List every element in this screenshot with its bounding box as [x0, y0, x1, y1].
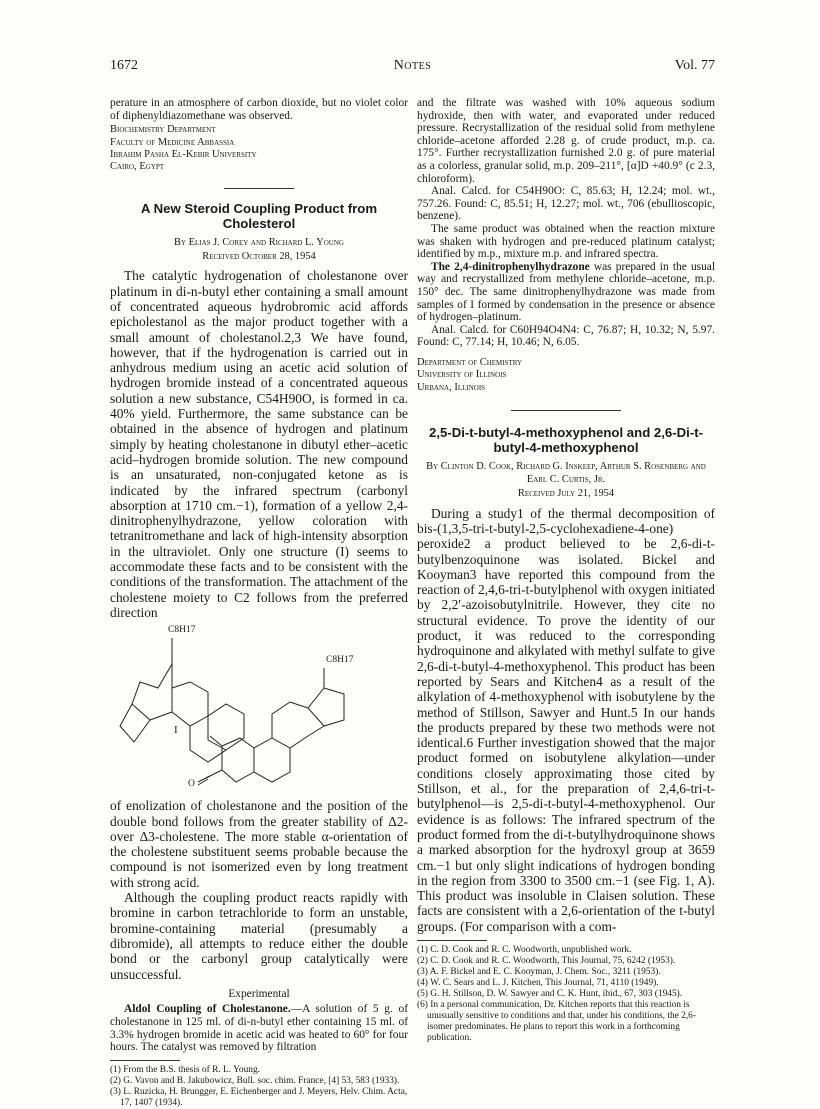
analysis-line: Anal. Calcd. for C60H94O4N4: C, 76.87; H, 10.32; N, 5.97. Found: C, 77.14; H, 10.46; N, 6.05.	[417, 323, 715, 349]
article-title-methoxyphenol: 2,5-Di-t-butyl-4-methoxyphenol and 2,6-Di-t-butyl-4-methoxyphenol	[428, 425, 703, 456]
structure-figure-I	[110, 624, 408, 796]
footnote-rule	[110, 1060, 180, 1061]
affiliation-illinois	[417, 357, 715, 394]
footnote: (4) W. C. Sears and L. J. Kitchen, This Journal, 71, 4110 (1949).	[417, 978, 659, 988]
substituent-label: C8H17	[326, 655, 354, 666]
run-in-heading: The 2,4-dinitrophenylhydrazone	[431, 260, 590, 273]
footnote: (1) From the B.S. thesis of R. L. Young.	[110, 1064, 261, 1075]
body-paragraph: and the filtrate was washed with 10% aqueous sodium hydroxide, then with water, and evaporated under reduced pressure. Recrystallization of the residual solid from methylene chloride–acetone afforded 2.28 g. of crude product, m.p. ca. 175°. Further recrystallization furnished 2.0 g. of pure material as a colorless, granular solid, m.p. 209–211°, [α]D +40.9° (c 2.3, chloroform).	[417, 97, 715, 185]
page-number: 1672	[110, 58, 138, 73]
page-header	[110, 58, 715, 78]
left-column	[110, 97, 408, 1109]
experimental-paragraph	[417, 261, 715, 324]
byline: By Clinton D. Cook, Richard G. Inskeep, Arthur S. Rosenberg and Earl C. Curtis, Jr.	[426, 461, 706, 486]
footnote: (2) C. D. Cook and R. C. Woodworth, This Journal, 75, 6242 (1953).	[417, 956, 676, 966]
affiliation-line: Ibrahim Pasha El-Kebir University	[110, 149, 257, 160]
byline: By Elias J. Corey and Richard L. Young	[174, 236, 344, 248]
continued-text: perature in an atmosphere of carbon dioxide, but no violet color of diphenyldiazomethane was observed.	[110, 97, 408, 122]
section-title: Notes	[393, 58, 432, 73]
right-column	[417, 97, 715, 1044]
footnote: (2) G. Vavon and B. Jakubowicz, Bull. soc. chim. France, [4] 53, 583 (1933).	[110, 1075, 400, 1086]
footnote-rule	[417, 940, 487, 941]
footnote: (3) L. Ruzicka, H. Brungger, E. Eichenberger and J. Meyers, Helv. Chim. Acta, 17, 1407 (1934).	[110, 1086, 408, 1108]
body-paragraph: The catalytic hydrogenation of cholestanone over platinum in di-n-butyl ether containing a small amount of concentrated aqueous hydrobromic acid affords epicholestanol as the major product together with a small amount of cholestanol.2,3 We have found, however, that if the hydrogenation is carried out in anhydrous medium using an acetic acid solution of hydrogen bromide instead of a concentrated aqueous solution a new substance, C54H90O, is formed in ca. 40% yield. Furthermore, the same substance can be obtained in the absence of hydrogen and platinum simply by heating cholestanone in dibutyl ether–acetic acid–hydrogen bromide solution. The new compound is an unsaturated, non-conjugated ketone as is indicated by the infrared spectrum (carbonyl absorption at 1710 cm.−1), formation of a yellow 2,4-dinitrophenylhydrazone, yellow coloration with tetranitromethane and lack of high-intensity absorption in the ultraviolet. Only one structure (I) seems to accommodate these facts and to be consistent with the conditions of the transformation. The attachment of the cholestene moiety to C2 follows from the preferred direction	[110, 268, 408, 620]
affiliation-line: University of Illinois	[417, 369, 507, 381]
affiliation-line: Biochemistry Department	[110, 124, 216, 136]
run-in-heading: Aldol Coupling of Cholestanone.	[124, 1003, 291, 1016]
affiliation-line: Urbana, Illinois	[417, 381, 486, 393]
substituent-label: C8H17	[168, 625, 196, 636]
affiliation-line: Department of Chemistry	[417, 356, 523, 368]
steroid-structure-diagram	[110, 624, 408, 796]
experimental-paragraph	[110, 1003, 408, 1053]
body-paragraph: During a study1 of the thermal decomposition of bis-(1,3,5-tri-t-butyl-2,5-cyclohexadiene-4-one) peroxide2 a product believed to be 2,6-di-t-butylbenzoquinone was isolated. Bickel and Kooyman3 have reported this compound from the reaction of 2,4,6-tri-t-butylphenol with oxygen initiated by 2,2′-azoisobutylnitrile. However, they cite no structural evidence. To prove the identity of our product, it was reduced to the corresponding hydroquinone and alkylated with methyl sulfate to give 2,6-di-t-butyl-4-methoxyphenol. This product has been reported by Sears and Kitchen4 as a result of the alkylation of 4-methoxyphenol with isobutylene by the method of Stillson, Sawyer and Hunt.5 In our hands the products prepared by these two methods were not identical.6 Further investigation showed that the major product formed on isobutylene alkylation—under conditions closely approximating those cited by Stillson, et al., for the preparation of 2,4,6-tri-t-butylphenol—is 2,5-di-t-butyl-4-methoxyphenol. Our evidence is as follows: The infrared spectrum of the product formed from the di-t-butylhydroquinone shows a marked absorption for the hydroxyl group at 3659 cm.−1 but only slight indications of hydrogen bonding in the region from 3300 to 3500 cm.−1 (see Fig. 1, A). This product was insoluble in Claisen solution. These facts are consistent with a 2,6-orientation of the t-butyl groups. (For comparison with a com-	[417, 505, 715, 934]
experimental-text: was prepared in the usual way and recrystallized from methylene chloride–acetone, m.p. 150° dec. The same dinitrophenylhydrazone was made from samples of I formed by condensation in the presence or absence of hydrogen–platinum.	[417, 260, 715, 324]
oxygen-label: O	[188, 779, 195, 790]
footnote: (6) In a personal communication, Dr. Kitchen reports that this reaction is unusually sensitive to conditions and that, under his conditions, the 2,6-isomer predominates. He plans to report this work in a forthcoming publication.	[417, 1000, 696, 1043]
footnote: (3) A. F. Bickel and E. C. Kooyman, J. Chem. Soc., 3211 (1953).	[417, 967, 661, 977]
body-paragraph: of enolization of cholestanone and the position of the double bond follows from the greater stability of Δ2- over Δ3-cholestene. The more stable α-orientation of the cholestene substituent seems probable because the compound is not isomerized even by long treatment with strong acid.	[110, 798, 408, 890]
footnotes-right	[417, 945, 715, 1044]
section-heading-experimental: Experimental	[228, 987, 290, 1000]
divider	[511, 410, 621, 411]
received-date: Received October 28, 1954	[202, 250, 316, 262]
footnotes-left	[110, 1065, 408, 1109]
body-paragraph: Although the coupling product reacts rapidly with bromine in carbon tetrachloride to form an unstable, bromine-containing material (presumably a dibromide), all attempts to reduce either the double bond or the carbonyl group catalytically were unsuccessful.	[110, 890, 408, 982]
experimental-text: —A solution of 5 g. of cholestanone in 125 ml. of di-n-butyl ether containing 15 ml. of 3.3% hydrogen bromide in acetic acid was heated to 60° for four hours. The catalyst was removed by filtration	[110, 1003, 408, 1054]
received-date: Received July 21, 1954	[517, 488, 615, 500]
affiliation-line: Cairo, Egypt	[110, 161, 165, 173]
footnote: (5) G. H. Stillson, D. W. Sawyer and C. K. Hunt, ibid., 67, 303 (1945).	[417, 989, 683, 999]
volume-number: Vol. 77	[674, 58, 715, 73]
compound-label: I	[174, 724, 178, 737]
footnote: (1) C. D. Cook and R. C. Woodworth, unpublished work.	[417, 945, 632, 955]
article-title-steroid: A New Steroid Coupling Product from Cholesterol	[140, 200, 378, 231]
divider	[224, 188, 294, 189]
body-paragraph: The same product was obtained when the reaction mixture was shaken with hydrogen and pre-reduced platinum catalyst; identified by m.p., mixture m.p. and infrared spectra.	[417, 222, 715, 261]
affiliation-line: Faculty of Medicine Abbassia	[110, 136, 235, 148]
affiliation-cairo	[110, 124, 408, 174]
analysis-line: Anal. Calcd. for C54H90O: C, 85.63; H, 12.24; mol. wt., 757.26. Found: C, 85.51; H, 12.27; mol. wt., 706 (ebullioscopic, benzene).	[417, 185, 715, 223]
